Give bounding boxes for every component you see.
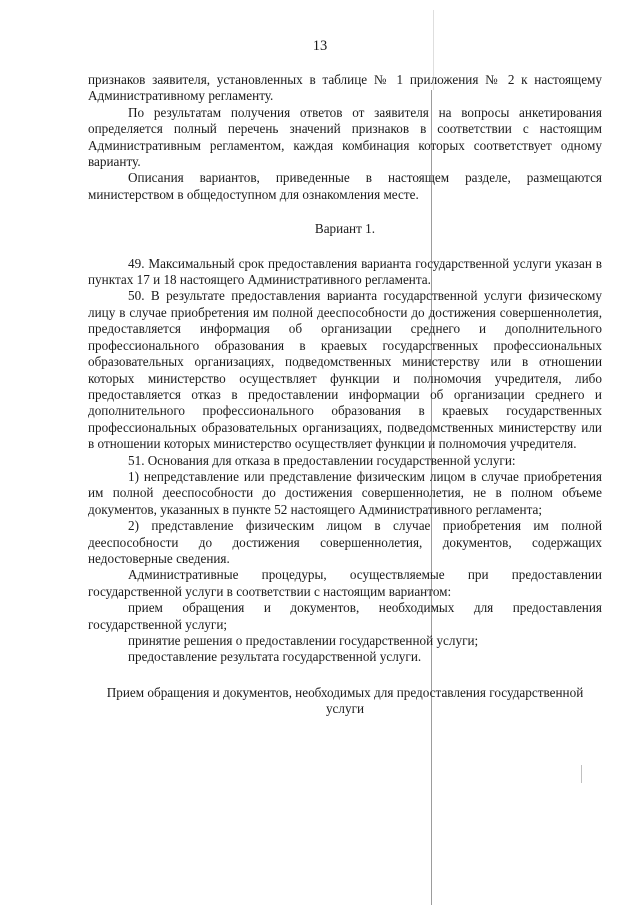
clause-51-item-2: 2) представление физическим лицом в случае приобретения им полной дееспособности до достижения совершеннолетия, документов, содержащих недостоверные сведения. [88, 518, 602, 566]
procedure-item-3: предоставление результата государственной услуги. [128, 649, 422, 665]
scan-mark-right [581, 765, 582, 783]
procedure-item-2: принятие решения о предоставлении государственной услуги; [128, 633, 479, 648]
section-heading: Прием обращения и документов, необходимых для предоставления государственной услуги [106, 684, 584, 717]
clause-51-item-1: 1) непредставление или представление физическим лицом в случае приобретения им полной дееспособности до достижения совершеннолетия, не в полном объеме документов, указанных в пункте 52 настоящего Административного регламента; [88, 468, 602, 517]
clause-51: 51. Основания для отказа в предоставлении государственной услуги: [128, 452, 516, 468]
paragraph-questionnaire-results: По результатам получения ответов от заявителя на вопросы анкетирования определяется полный перечень значений признаков в соответствии с настоящим Административным регламентом, каждая комбинация которых соответствует одному варианту. [88, 104, 602, 170]
paragraph-continuation: признаков заявителя, установленных в таблице № 1 приложения № 2 к настоящему Административному регламенту. [88, 72, 602, 104]
clause-50: 50. В результате предоставления варианта государственной услуги физическому лицу в случае приобретения им полной дееспособности до достижения совершеннолетия, предоставляется информация об организации среднего и дополнительного профессионального образования в краевых государственных профессиональных образовательных организациях, подведомственных министерству или в отношении которых министерство осуществляет функции и полномочия учредителя, либо предоставляется отказ в предоставлении информации об организации среднего и дополнительного профессионального образования в краевых государственных профессиональных образовательных организациях, подведомственных министерству или в отношении которых министерство осуществляет функции и полномочия учредителя. [88, 288, 602, 452]
paragraph-variant-descriptions: Описания вариантов, приведенные в настоящем разделе, размещаются министерством в общедоступном для ознакомления месте. [88, 170, 602, 202]
page-number: 13 [312, 38, 328, 54]
procedures-intro: Административные процедуры, осуществляемые при предоставлении государственной услуги в соответствии с настоящим вариантом: [88, 567, 602, 599]
procedure-item-1: прием обращения и документов, необходимых для предоставления государственной услуги; [88, 600, 602, 632]
document-body [88, 72, 602, 718]
variant-heading: Вариант 1. [314, 221, 376, 237]
clause-49: 49. Максимальный срок предоставления варианта государственной услуги указан в пунктах 17 и 18 настоящего Административного регламента. [88, 255, 602, 288]
